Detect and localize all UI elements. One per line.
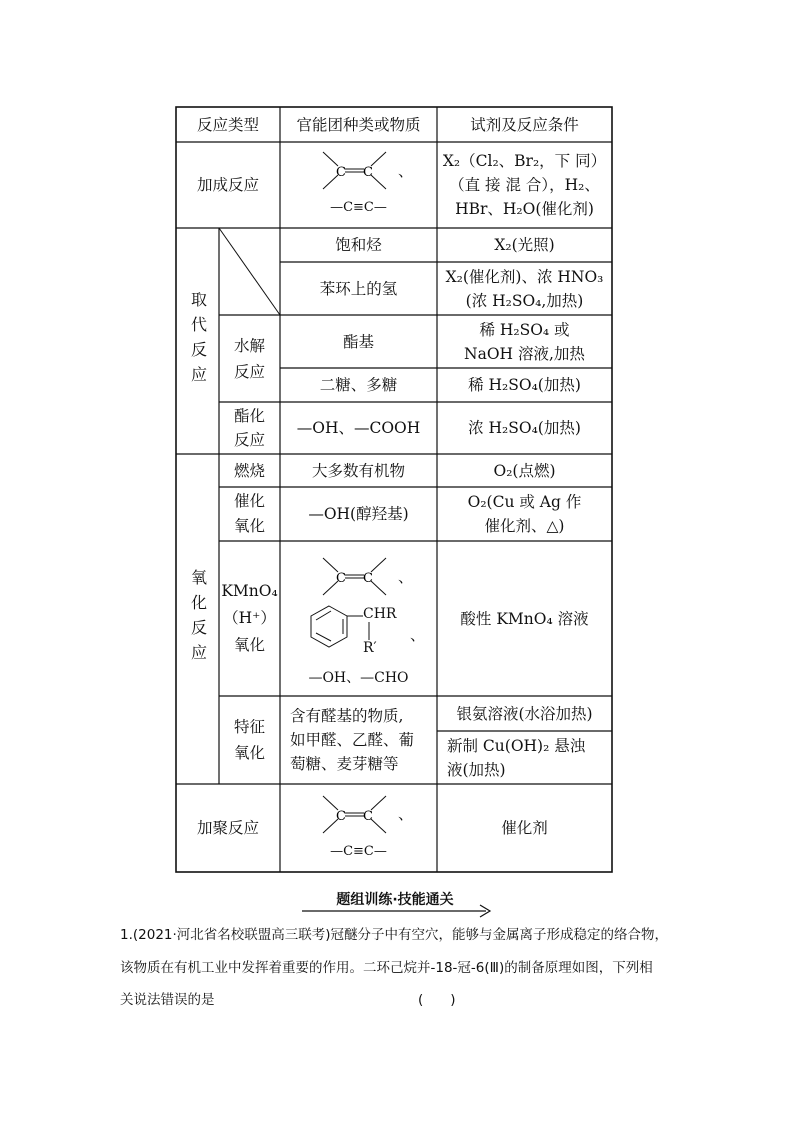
- polymerization-type: 加聚反应: [196, 819, 259, 837]
- sub-row2-cond-line2: (浓 H₂SO₄,加热): [465, 291, 584, 310]
- kmno4-line3: 氧化: [233, 636, 265, 654]
- addition-cond-line2: （直 接 混 合），H₂、: [449, 176, 600, 194]
- alkene-structure-addition: [323, 152, 386, 189]
- sub-row4-cond: 稀 H₂SO₄(加热): [468, 376, 581, 394]
- ox-row1-group: 大多数有机物: [311, 461, 405, 480]
- benzene-ring: [311, 606, 369, 647]
- combustion-label: 燃烧: [233, 461, 265, 480]
- question-line2: 该物质在有机工业中发挥着重要的作用。二环己烷并-18-冠-6(Ⅲ)的制备原理如图，下列相: [120, 960, 653, 976]
- ox-row2-cond: [437, 487, 612, 541]
- addition-alkyne: —C≡C—: [330, 200, 387, 215]
- characteristic-ox-label: [219, 696, 280, 784]
- ox-row2-cond-line2: 催化剂、△): [484, 517, 565, 535]
- kmno4-alkene-separator: 、: [398, 568, 414, 586]
- substitution-type: [176, 228, 219, 454]
- sub-row3-cond: [437, 315, 612, 368]
- svg-text:C: C: [363, 165, 373, 180]
- addition-type: 加成反应: [196, 176, 259, 194]
- sub-row2-group: 苯环上的氢: [319, 279, 398, 298]
- section-header: 题组训练·技能通关: [336, 892, 454, 908]
- alkene-structure-kmno4: [323, 558, 386, 595]
- answer-bracket[interactable]: ( ): [418, 992, 456, 1008]
- substitution-type-label: 取代反应: [188, 291, 208, 391]
- ox-row4-group: [280, 696, 437, 784]
- ox-row4-group-line3: 萄糖、麦芽糖等: [290, 755, 399, 773]
- ox-row1-cond: O₂(点燃): [493, 461, 556, 480]
- ox-row4-cond1: 银氨溶液(水浴加热): [456, 704, 593, 723]
- kmno4-label: [219, 541, 280, 696]
- polymer-alkyne: —C≡C—: [330, 844, 387, 859]
- ox-row4-group-line2: 如甲醛、乙醛、葡: [290, 731, 415, 749]
- question-line3: 关说法错误的是: [120, 992, 215, 1008]
- esterification-label: [219, 402, 280, 454]
- kmno4-benzene-separator: 、: [410, 626, 426, 644]
- esterification-text: 酯化反应: [233, 407, 265, 449]
- sub-row3-cond-line1: 稀 H₂SO₄ 或: [479, 320, 570, 339]
- kmno4-r-prime: R′: [363, 640, 377, 656]
- svg-text:C: C: [363, 571, 373, 586]
- addition-cond-line3: HBr、H₂O(催化剂): [455, 200, 594, 218]
- addition-cond-line1: X₂（Cl₂、Br₂，下 同）: [442, 152, 607, 170]
- svg-text:C: C: [336, 809, 346, 824]
- ox-row4-cond2: [437, 731, 612, 784]
- svg-text:C: C: [363, 809, 373, 824]
- oxidation-type-label: 氧化反应: [188, 569, 208, 669]
- polymer-alkene-separator: 、: [398, 805, 414, 823]
- characteristic-ox-text: 特征氧化: [233, 718, 265, 762]
- question-line1: 1.(2021·河北省名校联盟高三联考)冠醚分子中有空穴，能够与金属离子形成稳定的络合物，: [120, 927, 669, 943]
- header-reaction-type: 反应类型: [196, 115, 259, 134]
- header-reagent-condition: 试剂及反应条件: [470, 115, 579, 134]
- sub-row4-group: 二糖、多糖: [319, 376, 398, 394]
- svg-text:C: C: [336, 571, 346, 586]
- hydrolysis-text: 水解反应: [233, 336, 265, 381]
- ox-row4-cond2-line2: 液(加热): [447, 760, 506, 779]
- oxidation-type: [176, 454, 219, 784]
- kmno4-line1: KMnO₄: [221, 582, 278, 600]
- sub-row2-cond-line1: X₂(催化剂)、浓 HNO₃: [445, 267, 604, 286]
- sub-row5-cond: 浓 H₂SO₄(加热): [468, 419, 581, 437]
- alkene-structure-polymer: [323, 796, 386, 833]
- ox-row4-cond2-line1: 新制 Cu(OH)₂ 悬浊: [447, 736, 586, 755]
- sub-row5-group: —OH、—COOH: [296, 419, 421, 437]
- svg-text:C: C: [336, 165, 346, 180]
- header-functional-group: 官能团种类或物质: [296, 115, 421, 134]
- ox-row3-cond: 酸性 KMnO₄ 溶液: [460, 609, 589, 628]
- addition-alkene-separator: 、: [398, 162, 414, 180]
- ox-row4-group-line1: 含有醛基的物质,: [290, 707, 404, 725]
- ox-row2-group: —OH(醇羟基): [308, 505, 409, 523]
- kmno4-chr: CHR: [363, 606, 397, 622]
- sub-row3-cond-line2: NaOH 溶液,加热: [464, 344, 585, 363]
- kmno4-oh-cho: —OH、—CHO: [308, 670, 409, 686]
- sub-row2-cond: [437, 262, 612, 315]
- sub-row1-group: 饱和烃: [335, 236, 382, 254]
- catalytic-ox-label: [219, 487, 280, 541]
- hydrolysis-label: [219, 315, 280, 402]
- kmno4-line2: （H⁺）: [223, 609, 276, 627]
- polymer-condition: 催化剂: [501, 819, 548, 837]
- sub-row3-group: 酯基: [342, 332, 374, 351]
- catalytic-ox-text: 催化氧化: [233, 492, 265, 535]
- ox-row2-cond-line1: O₂(Cu 或 Ag 作: [467, 493, 582, 511]
- sub-row1-cond: X₂(光照): [494, 236, 555, 254]
- addition-condition: [437, 142, 612, 228]
